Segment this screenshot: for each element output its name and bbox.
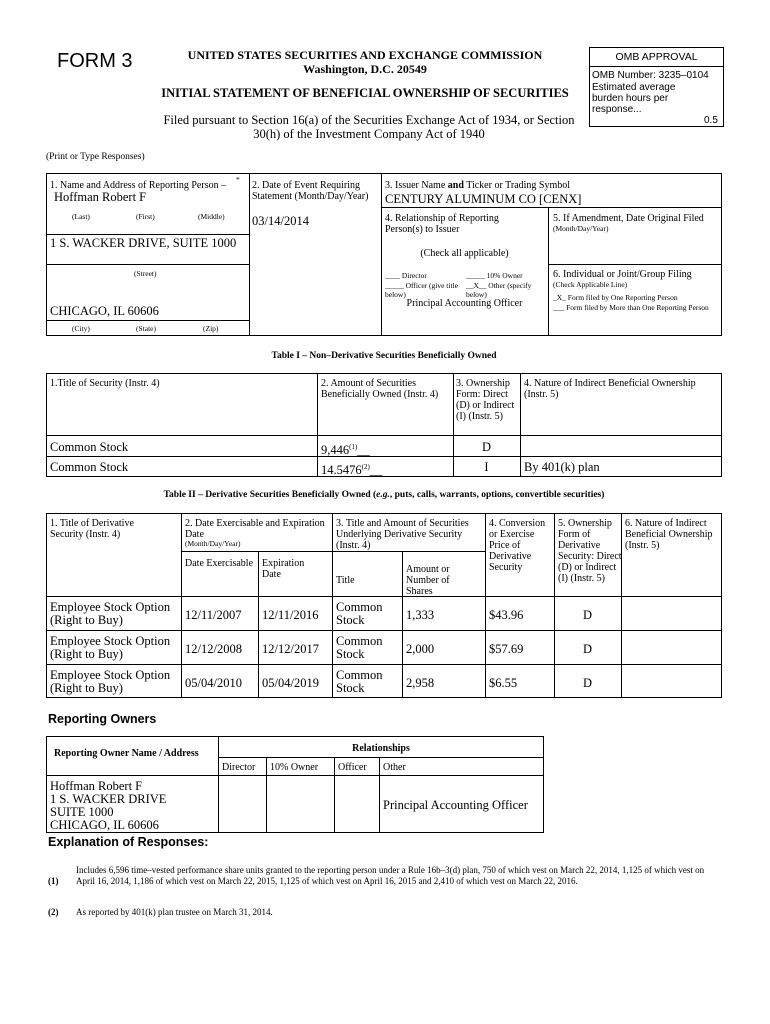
table2-row3-title: Employee Stock Option (Right to Buy) (50, 668, 171, 695)
box1-star: * (236, 175, 240, 184)
box1-label: 1. Name and Address of Reporting Person – (50, 180, 227, 191)
officer-header: Officer (338, 762, 367, 773)
footnote2-number: (2) (48, 907, 59, 917)
last-label: (Last) (72, 212, 90, 221)
director-header: Director (222, 762, 256, 773)
relationship-role: Principal Accounting Officer (406, 298, 523, 309)
table2-row1-price: $43.96 (489, 608, 524, 622)
owner-other-value: Principal Accounting Officer (383, 798, 528, 812)
table2-row3-exercisable: 05/04/2010 (185, 676, 242, 690)
explanation-heading: Explanation of Responses: (48, 835, 209, 849)
city-label: (City) (72, 324, 90, 333)
table2-header-dates: 2. Date Exercisable and Expiration Date (185, 518, 325, 540)
table2-row1-ul-title: Common Stock (336, 600, 383, 627)
table1-row2-form: I (484, 460, 489, 474)
table1-row2-amount: 14.5476$^{(2)}$__ (321, 463, 383, 478)
form-label: FORM 3 (57, 50, 133, 72)
table1-header-amount: 2. Amount of Securities Beneficially Owned (Instr. 4) (321, 378, 439, 400)
table2-row1-form: D (582, 608, 593, 622)
table2-row3-amount: 2,958 (406, 676, 435, 690)
table2-header-underlying: 3. Title and Amount of Securities Underlying Derivative Security (Instr. 4) (336, 518, 469, 551)
table2-row3-form: D (582, 676, 593, 690)
filing-option-one: _X_ Form filed by One Reporting Person (553, 293, 678, 302)
table2-row2-price: $57.69 (489, 642, 524, 656)
footnote1-number: (1) (48, 876, 59, 886)
table2-row2-title: Employee Stock Option (Right to Buy) (50, 634, 171, 661)
table1-header-nature: 4. Nature of Indirect Beneficial Ownership (Instr. 5) (524, 378, 696, 400)
table2-row2-expiration: 12/12/2017 (262, 642, 319, 656)
issuer-name: CENTURY ALUMINUM CO [CENX] (385, 192, 582, 206)
table2-row3-expiration: 05/04/2019 (262, 676, 319, 690)
filing-option-group: ___ Form filed by More than One Reporting Person (553, 303, 709, 312)
event-date: 03/14/2014 (252, 214, 309, 228)
agency-name: UNITED STATES SECURITIES AND EXCHANGE COMMISSION (187, 48, 543, 62)
box6-label: 6. Individual or Joint/Group Filing (553, 269, 692, 280)
owner10-option: _____ 10% Owner (466, 271, 523, 280)
print-note: (Print or Type Responses) (46, 152, 145, 162)
table1-row2-title: Common Stock (50, 460, 129, 474)
table2-header-ownership: 5. Ownership Form of Derivative Security: Direct (D) or Indirect (I) (Instr. 5) (558, 518, 622, 584)
box5-sublabel: (Month/Day/Year) (553, 224, 609, 233)
table1-header-ownership: 3. Ownership Form: Direct (D) or Indirect (I) (Instr. 5) (456, 378, 515, 422)
table2-row2-exercisable: 12/12/2008 (185, 642, 242, 656)
street-value: 1 S. WACKER DRIVE, SUITE 1000 (50, 236, 237, 250)
table2-row3-ul-title: Common Stock (336, 668, 383, 695)
table1-title: Table I – Non–Derivative Securities Beneficially Owned (271, 351, 497, 361)
table2-header-ul-amount: Amount or Number of Shares (406, 564, 450, 597)
owner10-header: 10% Owner (270, 762, 319, 773)
state-label: (State) (136, 324, 156, 333)
table2-row1-amount: 1,333 (406, 608, 435, 622)
other-header: Other (383, 762, 406, 773)
table1-row1-form: D (481, 440, 492, 454)
footnote1-text: Includes 6,596 time–vested performance share units granted to the reporting person under a Rule 16b–3(d) plan, 750 of which vest on March 22, 2014, 1,125 of which vest on April 16, 2014, 1,186 of which vest on March 22, 2015, 1,125 of which vest on April 16, 2015 and 2,410 of which vest on March 22, 2016. (76, 865, 705, 886)
first-label: (First) (136, 212, 155, 221)
table2-row2-ul-title: Common Stock (336, 634, 383, 661)
table1-row2-nature: By 401(k) plan (524, 460, 600, 474)
box4-label: 4. Relationship of Reporting Person(s) to Issuer (385, 213, 499, 235)
table2-row1-expiration: 12/11/2016 (262, 608, 319, 622)
omb-estimated: Estimated average burden hours per response... (592, 82, 676, 115)
table2-row2-amount: 2,000 (406, 642, 435, 656)
form-title: INITIAL STATEMENT OF BENEFICIAL OWNERSHIP OF SECURITIES (161, 86, 569, 100)
other-option: __X__ Other (specify below) (466, 281, 532, 299)
table2-title: Table II – Derivative Securities Beneficially Owned (e.g., puts, calls, warrants, options, convertible securities) (163, 490, 605, 500)
table2-header-ul-title: Title (336, 575, 355, 586)
street-label: (Street) (134, 269, 157, 278)
box3-label: 3. Issuer Name and Ticker or Trading Symbol (385, 180, 571, 191)
officer-option: _____ Officer (give title below) (385, 281, 458, 299)
table1-header-title: 1.Title of Security (Instr. 4) (50, 378, 160, 389)
city-value: CHICAGO, IL 60606 (50, 304, 159, 318)
owner-name-address: Hoffman Robert F 1 S. WACKER DRIVE SUITE 1000 CHICAGO, IL 60606 (50, 779, 167, 832)
omb-hours: 0.5 (704, 115, 718, 126)
box2-label: 2. Date of Event Requiring Statement (Month/Day/Year) (252, 180, 369, 202)
table2-header-dates-sub: (Month/Day/Year) (185, 539, 241, 548)
table2-header-expiration: Expiration Date (262, 558, 305, 580)
table1-row1-amount: 9,446$^{(1)}$__ (321, 443, 370, 458)
table2-header-title: 1. Title of Derivative Security (Instr. 4) (50, 518, 134, 540)
table2-header-price: 4. Conversion or Exercise Price of Derivative Security (489, 518, 546, 573)
table2-row3-price: $6.55 (489, 676, 518, 690)
table2-row2-form: D (582, 642, 593, 656)
table2-header-nature: 6. Nature of Indirect Beneficial Ownership (Instr. 5) (625, 518, 713, 551)
omb-header: OMB APPROVAL (615, 51, 698, 63)
table2-row1-exercisable: 12/11/2007 (185, 608, 242, 622)
director-option: ____ Director (385, 271, 427, 280)
agency-location: Washington, D.C. 20549 (303, 62, 427, 76)
table2-header-exercisable: Date Exercisable (185, 558, 254, 569)
box5-label: 5. If Amendment, Date Original Filed (553, 213, 704, 224)
table1-row1-title: Common Stock (50, 440, 129, 454)
footnote2-text: As reported by 401(k) plan trustee on March 31, 2014. (76, 907, 273, 917)
check-all-label: (Check all applicable) (420, 248, 509, 259)
reporting-owners-heading: Reporting Owners (48, 712, 157, 726)
table2-row1-title: Employee Stock Option (Right to Buy) (50, 600, 171, 627)
zip-label: (Zip) (203, 324, 219, 333)
reporting-person-name: Hoffman Robert F (54, 190, 147, 204)
owner-name-header: Reporting Owner Name / Address (54, 748, 199, 759)
box6-sublabel: (Check Applicable Line) (553, 280, 628, 289)
middle-label: (Middle) (198, 212, 225, 221)
filed-pursuant: Filed pursuant to Section 16(a) of the Securities Exchange Act of 1934, or Section 30(h) of the Investment Company Act of 1940 (163, 113, 575, 141)
relationships-header: Relationships (352, 743, 410, 754)
omb-number: OMB Number: 3235–0104 (592, 70, 709, 81)
